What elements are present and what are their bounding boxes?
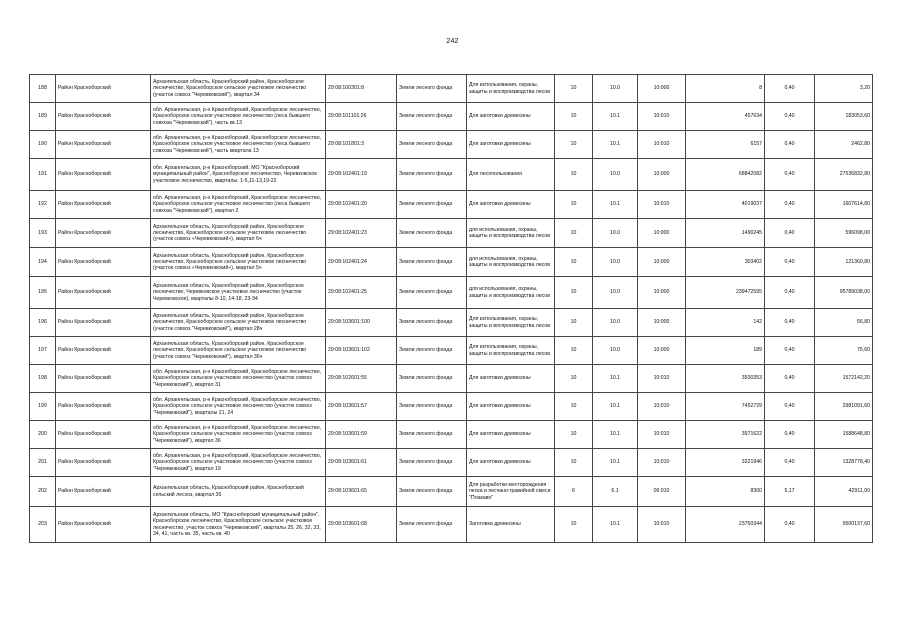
row-number-cell: 191 bbox=[30, 159, 56, 191]
cadastral-value-cell: 2462,80 bbox=[815, 131, 873, 159]
district-cell: Район Красноборский bbox=[56, 309, 151, 337]
use-type-code-cell: 10:000 bbox=[638, 75, 686, 103]
use-subgroup-code-cell: 10.1 bbox=[593, 103, 638, 131]
use-type-code-cell: 10:010 bbox=[638, 131, 686, 159]
use-type-code-cell: 10:010 bbox=[638, 365, 686, 393]
use-subgroup-code-cell: 10.0 bbox=[593, 277, 638, 309]
area-cell: 189 bbox=[686, 337, 765, 365]
land-category-cell: Земли лесного фонда bbox=[397, 248, 467, 277]
district-cell: Район Красноборский bbox=[56, 507, 151, 543]
address-cell: Архангельская область, Красноборский район, Красноборское лесничество, Красноборское сельское участковое лесничество (участок совхоз "Черевковский"), квартал 34 bbox=[151, 75, 326, 103]
row-number-cell: 189 bbox=[30, 103, 56, 131]
area-cell: 7452729 bbox=[686, 393, 765, 421]
table-row bbox=[30, 103, 873, 131]
row-number-cell: 192 bbox=[30, 191, 56, 219]
area-cell: 3321946 bbox=[686, 449, 765, 477]
cadastral-number-cell: 29:08:102401:20 bbox=[326, 191, 397, 219]
address-cell: Архангельская область, Красноборский район, Красноборский сельский лесхоз, квартал 36 bbox=[151, 477, 326, 507]
table-row bbox=[30, 131, 873, 159]
land-category-cell: Земли лесного фонда bbox=[397, 191, 467, 219]
district-cell: Район Красноборский bbox=[56, 219, 151, 248]
use-subgroup-code-cell: 10.1 bbox=[593, 449, 638, 477]
permitted-use-cell: Для использования, охраны, защиты и воспроизводства лесов bbox=[467, 337, 555, 365]
address-cell: Архангельская область, Красноборский район, Красноборское лесничество, Красноборское сельское участковое лесничество (участок совхоз «Черевковский»), квартал 6ч bbox=[151, 219, 326, 248]
permitted-use-cell: для использования, охраны, защиты и воспроизводства лесов bbox=[467, 248, 555, 277]
use-group-code-cell: 10 bbox=[555, 131, 593, 159]
use-type-code-cell: 10:000 bbox=[638, 277, 686, 309]
rate-cell: 0,40 bbox=[765, 248, 815, 277]
rate-cell: 0,40 bbox=[765, 365, 815, 393]
area-cell: 3971622 bbox=[686, 421, 765, 449]
area-cell: 457634 bbox=[686, 103, 765, 131]
table-row bbox=[30, 449, 873, 477]
district-cell: Район Красноборский bbox=[56, 393, 151, 421]
area-cell: 4019037 bbox=[686, 191, 765, 219]
land-category-cell: Земли лесного фонда bbox=[397, 365, 467, 393]
rate-cell: 0,40 bbox=[765, 159, 815, 191]
permitted-use-cell: для использования, охраны, защиты и воспроизводства лесов bbox=[467, 277, 555, 309]
cadastral-value-cell: 1572142,20 bbox=[815, 365, 873, 393]
table-row bbox=[30, 393, 873, 421]
land-category-cell: Земли лесного фонда bbox=[397, 131, 467, 159]
row-number-cell: 195 bbox=[30, 277, 56, 309]
land-category-cell: Земли лесного фонда bbox=[397, 421, 467, 449]
use-group-code-cell: 10 bbox=[555, 159, 593, 191]
land-category-cell: Земли лесного фонда bbox=[397, 477, 467, 507]
row-number-cell: 188 bbox=[30, 75, 56, 103]
table-row bbox=[30, 507, 873, 543]
rate-cell: 0,40 bbox=[765, 219, 815, 248]
district-cell: Район Красноборский bbox=[56, 75, 151, 103]
area-cell: 303402 bbox=[686, 248, 765, 277]
permitted-use-cell: Для заготовки древесины bbox=[467, 131, 555, 159]
table-row bbox=[30, 191, 873, 219]
table-row bbox=[30, 421, 873, 449]
cadastral-number-cell: 29:08:103601:57 bbox=[326, 393, 397, 421]
address-cell: Архангельская область, Красноборский район, Красноборское лесничество, Красноборское сельское участковое лесничество (участок совхоз "Черевковский"), квартал 28ч bbox=[151, 309, 326, 337]
district-cell: Район Красноборский bbox=[56, 365, 151, 393]
use-type-code-cell: 10:010 bbox=[638, 449, 686, 477]
area-cell: 23750344 bbox=[686, 507, 765, 543]
table-row bbox=[30, 75, 873, 103]
address-cell: Архангельская область, МО "Красноборский муниципальный район", Красноборское лесничество, Красноборское сельское участковое лесничество, участок совхоз "Черевковский", кварталы 25, 26, 32, 33, 34, 41, часть кв. 35, часть кв. 40 bbox=[151, 507, 326, 543]
district-cell: Район Красноборский bbox=[56, 159, 151, 191]
row-number-cell: 200 bbox=[30, 421, 56, 449]
permitted-use-cell: Для разработки месторождения песка и песчано-гравийной смеси "Плакаво" bbox=[467, 477, 555, 507]
area-cell: 1490245 bbox=[686, 219, 765, 248]
address-cell: обл. Архангельская, р-н Красноборский, Красноборское лесничество, Красноборское сельское участковое лесничество (леса бывшего совхоза "Черевковский"), квартал 2 bbox=[151, 191, 326, 219]
permitted-use-cell: Для использования, охраны, защиты и воспроизводства лесов bbox=[467, 309, 555, 337]
rate-cell: 0,40 bbox=[765, 103, 815, 131]
use-subgroup-code-cell: 6.1 bbox=[593, 477, 638, 507]
use-type-code-cell: 10:010 bbox=[638, 393, 686, 421]
table-row bbox=[30, 159, 873, 191]
use-group-code-cell: 10 bbox=[555, 219, 593, 248]
rate-cell: 0,40 bbox=[765, 337, 815, 365]
district-cell: Район Красноборский bbox=[56, 449, 151, 477]
cadastral-number-cell: 29:08:102401:24 bbox=[326, 248, 397, 277]
use-subgroup-code-cell: 10.0 bbox=[593, 337, 638, 365]
cadastral-number-cell: 29:08:101801:3 bbox=[326, 131, 397, 159]
use-type-code-cell: 10:010 bbox=[638, 421, 686, 449]
use-type-code-cell: 10:000 bbox=[638, 309, 686, 337]
area-cell: 8 bbox=[686, 75, 765, 103]
table-row bbox=[30, 309, 873, 337]
use-group-code-cell: 10 bbox=[555, 393, 593, 421]
use-group-code-cell: 10 bbox=[555, 421, 593, 449]
cadastral-number-cell: 29:08:103601:65 bbox=[326, 477, 397, 507]
cadastral-value-cell: 2981091,60 bbox=[815, 393, 873, 421]
address-cell: обл. Архангельская, р-н Красноборский, МО "Красноборский муниципальный район", Красноборское лесничество, Черевковское участковое лесничество, кварталы: 1-5,11-13,19-22 bbox=[151, 159, 326, 191]
district-cell: Район Красноборский bbox=[56, 477, 151, 507]
land-category-cell: Земли лесного фонда bbox=[397, 337, 467, 365]
cadastral-number-cell: 29:08:102601:55 bbox=[326, 365, 397, 393]
rate-cell: 0,40 bbox=[765, 309, 815, 337]
address-cell: Архангельская область, Красноборский район, Красноборское лесничество, Красноборское сельское участковое лесничество (участок совхоз "Черевковский"), квартал 36ч bbox=[151, 337, 326, 365]
area-cell: 68842082 bbox=[686, 159, 765, 191]
district-cell: Район Красноборский bbox=[56, 191, 151, 219]
use-type-code-cell: 06:010 bbox=[638, 477, 686, 507]
permitted-use-cell: Для заготовки древесины bbox=[467, 191, 555, 219]
address-cell: обл. Архангельская, р-н Красноборский, Красноборское лесничество, Красноборское сельское участковое лесничество (участок совхоз "Черевковский"), кварталы 21, 24 bbox=[151, 393, 326, 421]
cadastral-value-cell: 183053,60 bbox=[815, 103, 873, 131]
land-category-cell: Земли лесного фонда bbox=[397, 219, 467, 248]
use-group-code-cell: 10 bbox=[555, 337, 593, 365]
permitted-use-cell: Для заготовки древесины bbox=[467, 449, 555, 477]
land-plots-table bbox=[29, 74, 873, 543]
use-type-code-cell: 10:000 bbox=[638, 248, 686, 277]
use-subgroup-code-cell: 10.0 bbox=[593, 159, 638, 191]
use-group-code-cell: 10 bbox=[555, 309, 593, 337]
use-type-code-cell: 10:000 bbox=[638, 159, 686, 191]
use-subgroup-code-cell: 10.0 bbox=[593, 248, 638, 277]
cadastral-value-cell: 42911,00 bbox=[815, 477, 873, 507]
permitted-use-cell: Для заготовки древесины bbox=[467, 421, 555, 449]
rate-cell: 0,40 bbox=[765, 75, 815, 103]
use-subgroup-code-cell: 10.0 bbox=[593, 219, 638, 248]
page-number: 242 bbox=[446, 38, 459, 45]
cadastral-value-cell: 121360,80 bbox=[815, 248, 873, 277]
cadastral-number-cell: 29:08:103601:100 bbox=[326, 309, 397, 337]
use-group-code-cell: 10 bbox=[555, 277, 593, 309]
use-subgroup-code-cell: 10.0 bbox=[593, 75, 638, 103]
permitted-use-cell: Заготовка древесины bbox=[467, 507, 555, 543]
row-number-cell: 201 bbox=[30, 449, 56, 477]
table-row bbox=[30, 477, 873, 507]
district-cell: Район Красноборский bbox=[56, 337, 151, 365]
cadastral-value-cell: 3,20 bbox=[815, 75, 873, 103]
cadastral-number-cell: 29:08:103601:61 bbox=[326, 449, 397, 477]
use-subgroup-code-cell: 10.1 bbox=[593, 393, 638, 421]
rate-cell: 0,40 bbox=[765, 277, 815, 309]
cadastral-number-cell: 29:08:103601:68 bbox=[326, 507, 397, 543]
use-group-code-cell: 10 bbox=[555, 75, 593, 103]
area-cell: 8300 bbox=[686, 477, 765, 507]
use-subgroup-code-cell: 10.0 bbox=[593, 309, 638, 337]
address-cell: Архангельская область, Красноборский район, Красноборское лесничество, Красноборское сельское участковое лесничество (участок совхоз «Черевковский»), квартал 5ч bbox=[151, 248, 326, 277]
row-number-cell: 198 bbox=[30, 365, 56, 393]
cadastral-number-cell: 29:08:102401:19 bbox=[326, 159, 397, 191]
use-group-code-cell: 10 bbox=[555, 449, 593, 477]
district-cell: Район Красноборский bbox=[56, 277, 151, 309]
permitted-use-cell: Для использования, охраны, защиты и воспроизводства лесов bbox=[467, 75, 555, 103]
cadastral-value-cell: 27536832,80 bbox=[815, 159, 873, 191]
area-cell: 239472595 bbox=[686, 277, 765, 309]
use-type-code-cell: 10:000 bbox=[638, 219, 686, 248]
row-number-cell: 196 bbox=[30, 309, 56, 337]
use-group-code-cell: 10 bbox=[555, 191, 593, 219]
row-number-cell: 203 bbox=[30, 507, 56, 543]
row-number-cell: 190 bbox=[30, 131, 56, 159]
district-cell: Район Красноборский bbox=[56, 103, 151, 131]
address-cell: обл. Архангельская, р-н Красноборский, Красноборское лесничество, Красноборское сельское участковое лесничество (участок совхоз "Черевковский"), квартал 31 bbox=[151, 365, 326, 393]
permitted-use-cell: Для заготовки древесины bbox=[467, 103, 555, 131]
cadastral-number-cell: 29:08:103601:102 bbox=[326, 337, 397, 365]
cadastral-value-cell: 596098,00 bbox=[815, 219, 873, 248]
row-number-cell: 197 bbox=[30, 337, 56, 365]
land-category-cell: Земли лесного фонда bbox=[397, 159, 467, 191]
cadastral-number-cell: 29:08:102401:23 bbox=[326, 219, 397, 248]
address-cell: Архангельская область, Красноборский район, Красноборское лесничество, Черевковское участковое лесничество (участок Черевковское), кварталы 8-10, 14-18, 23-34 bbox=[151, 277, 326, 309]
use-group-code-cell: 10 bbox=[555, 248, 593, 277]
rate-cell: 0,40 bbox=[765, 449, 815, 477]
use-subgroup-code-cell: 10.1 bbox=[593, 365, 638, 393]
district-cell: Район Красноборский bbox=[56, 421, 151, 449]
cadastral-value-cell: 56,80 bbox=[815, 309, 873, 337]
row-number-cell: 193 bbox=[30, 219, 56, 248]
rate-cell: 0,40 bbox=[765, 191, 815, 219]
land-category-cell: Земли лесного фонда bbox=[397, 507, 467, 543]
area-cell: 142 bbox=[686, 309, 765, 337]
address-cell: обл. Архангельская, р-н Красноборский, Красноборское лесничество, Красноборское сельское участковое лесничество (леса бывшего совхоза "Черевковский"), часть кв.13 bbox=[151, 103, 326, 131]
use-group-code-cell: 10 bbox=[555, 365, 593, 393]
rate-cell: 0,40 bbox=[765, 131, 815, 159]
district-cell: Район Красноборский bbox=[56, 131, 151, 159]
table-row bbox=[30, 219, 873, 248]
cadastral-number-cell: 29:08:103601:59 bbox=[326, 421, 397, 449]
row-number-cell: 202 bbox=[30, 477, 56, 507]
address-cell: обл. Архангельская, р-н Красноборский, Красноборское лесничество, Красноборское сельское участковое лесничество (леса бывшего совхоза "Черевковский"), часть квартала 13 bbox=[151, 131, 326, 159]
land-category-cell: Земли лесного фонда bbox=[397, 309, 467, 337]
land-category-cell: Земли лесного фонда bbox=[397, 449, 467, 477]
cadastral-value-cell: 75,60 bbox=[815, 337, 873, 365]
rate-cell: 0,40 bbox=[765, 507, 815, 543]
row-number-cell: 194 bbox=[30, 248, 56, 277]
table-row bbox=[30, 248, 873, 277]
address-cell: обл. Архангельская, р-н Красноборский, Красноборское лесничество, Красноборское сельское участковое лесничество (участок совхоз "Черевковский"), квартал 19 bbox=[151, 449, 326, 477]
cadastral-value-cell: 1588648,80 bbox=[815, 421, 873, 449]
rate-cell: 5,17 bbox=[765, 477, 815, 507]
use-subgroup-code-cell: 10.1 bbox=[593, 507, 638, 543]
use-subgroup-code-cell: 10.1 bbox=[593, 191, 638, 219]
district-cell: Район Красноборский bbox=[56, 248, 151, 277]
use-subgroup-code-cell: 10.1 bbox=[593, 421, 638, 449]
permitted-use-cell: Для заготовки древесины bbox=[467, 393, 555, 421]
use-type-code-cell: 10:010 bbox=[638, 507, 686, 543]
rate-cell: 0,40 bbox=[765, 393, 815, 421]
use-group-code-cell: 10 bbox=[555, 103, 593, 131]
table-row bbox=[30, 365, 873, 393]
address-cell: обл. Архангельская, р-н Красноборский, Красноборское лесничество, Красноборское сельское участковое лесничество (участок совхоз "Черевковский"), квартал 36 bbox=[151, 421, 326, 449]
rate-cell: 0,40 bbox=[765, 421, 815, 449]
cadastral-value-cell: 1328778,40 bbox=[815, 449, 873, 477]
cadastral-value-cell: 9500137,60 bbox=[815, 507, 873, 543]
use-group-code-cell: 10 bbox=[555, 507, 593, 543]
permitted-use-cell: Для лесопользования bbox=[467, 159, 555, 191]
row-number-cell: 199 bbox=[30, 393, 56, 421]
cadastral-number-cell: 29:08:100301:8 bbox=[326, 75, 397, 103]
area-cell: 6157 bbox=[686, 131, 765, 159]
cadastral-value-cell: 95789038,00 bbox=[815, 277, 873, 309]
table-row bbox=[30, 277, 873, 309]
cadastral-value-cell: 1607614,80 bbox=[815, 191, 873, 219]
use-subgroup-code-cell: 10.1 bbox=[593, 131, 638, 159]
area-cell: 3930353 bbox=[686, 365, 765, 393]
cadastral-number-cell: 29:08:102401:25 bbox=[326, 277, 397, 309]
table-row bbox=[30, 337, 873, 365]
permitted-use-cell: для использования, охраны, защиты и воспроизводства лесов bbox=[467, 219, 555, 248]
land-category-cell: Земли лесного фонда bbox=[397, 103, 467, 131]
cadastral-number-cell: 29:08:101101:26 bbox=[326, 103, 397, 131]
use-type-code-cell: 10:000 bbox=[638, 337, 686, 365]
use-group-code-cell: 6 bbox=[555, 477, 593, 507]
land-category-cell: Земли лесного фонда bbox=[397, 75, 467, 103]
land-category-cell: Земли лесного фонда bbox=[397, 277, 467, 309]
land-category-cell: Земли лесного фонда bbox=[397, 393, 467, 421]
use-type-code-cell: 10:010 bbox=[638, 103, 686, 131]
use-type-code-cell: 10:010 bbox=[638, 191, 686, 219]
permitted-use-cell: Для заготовки древесины bbox=[467, 365, 555, 393]
